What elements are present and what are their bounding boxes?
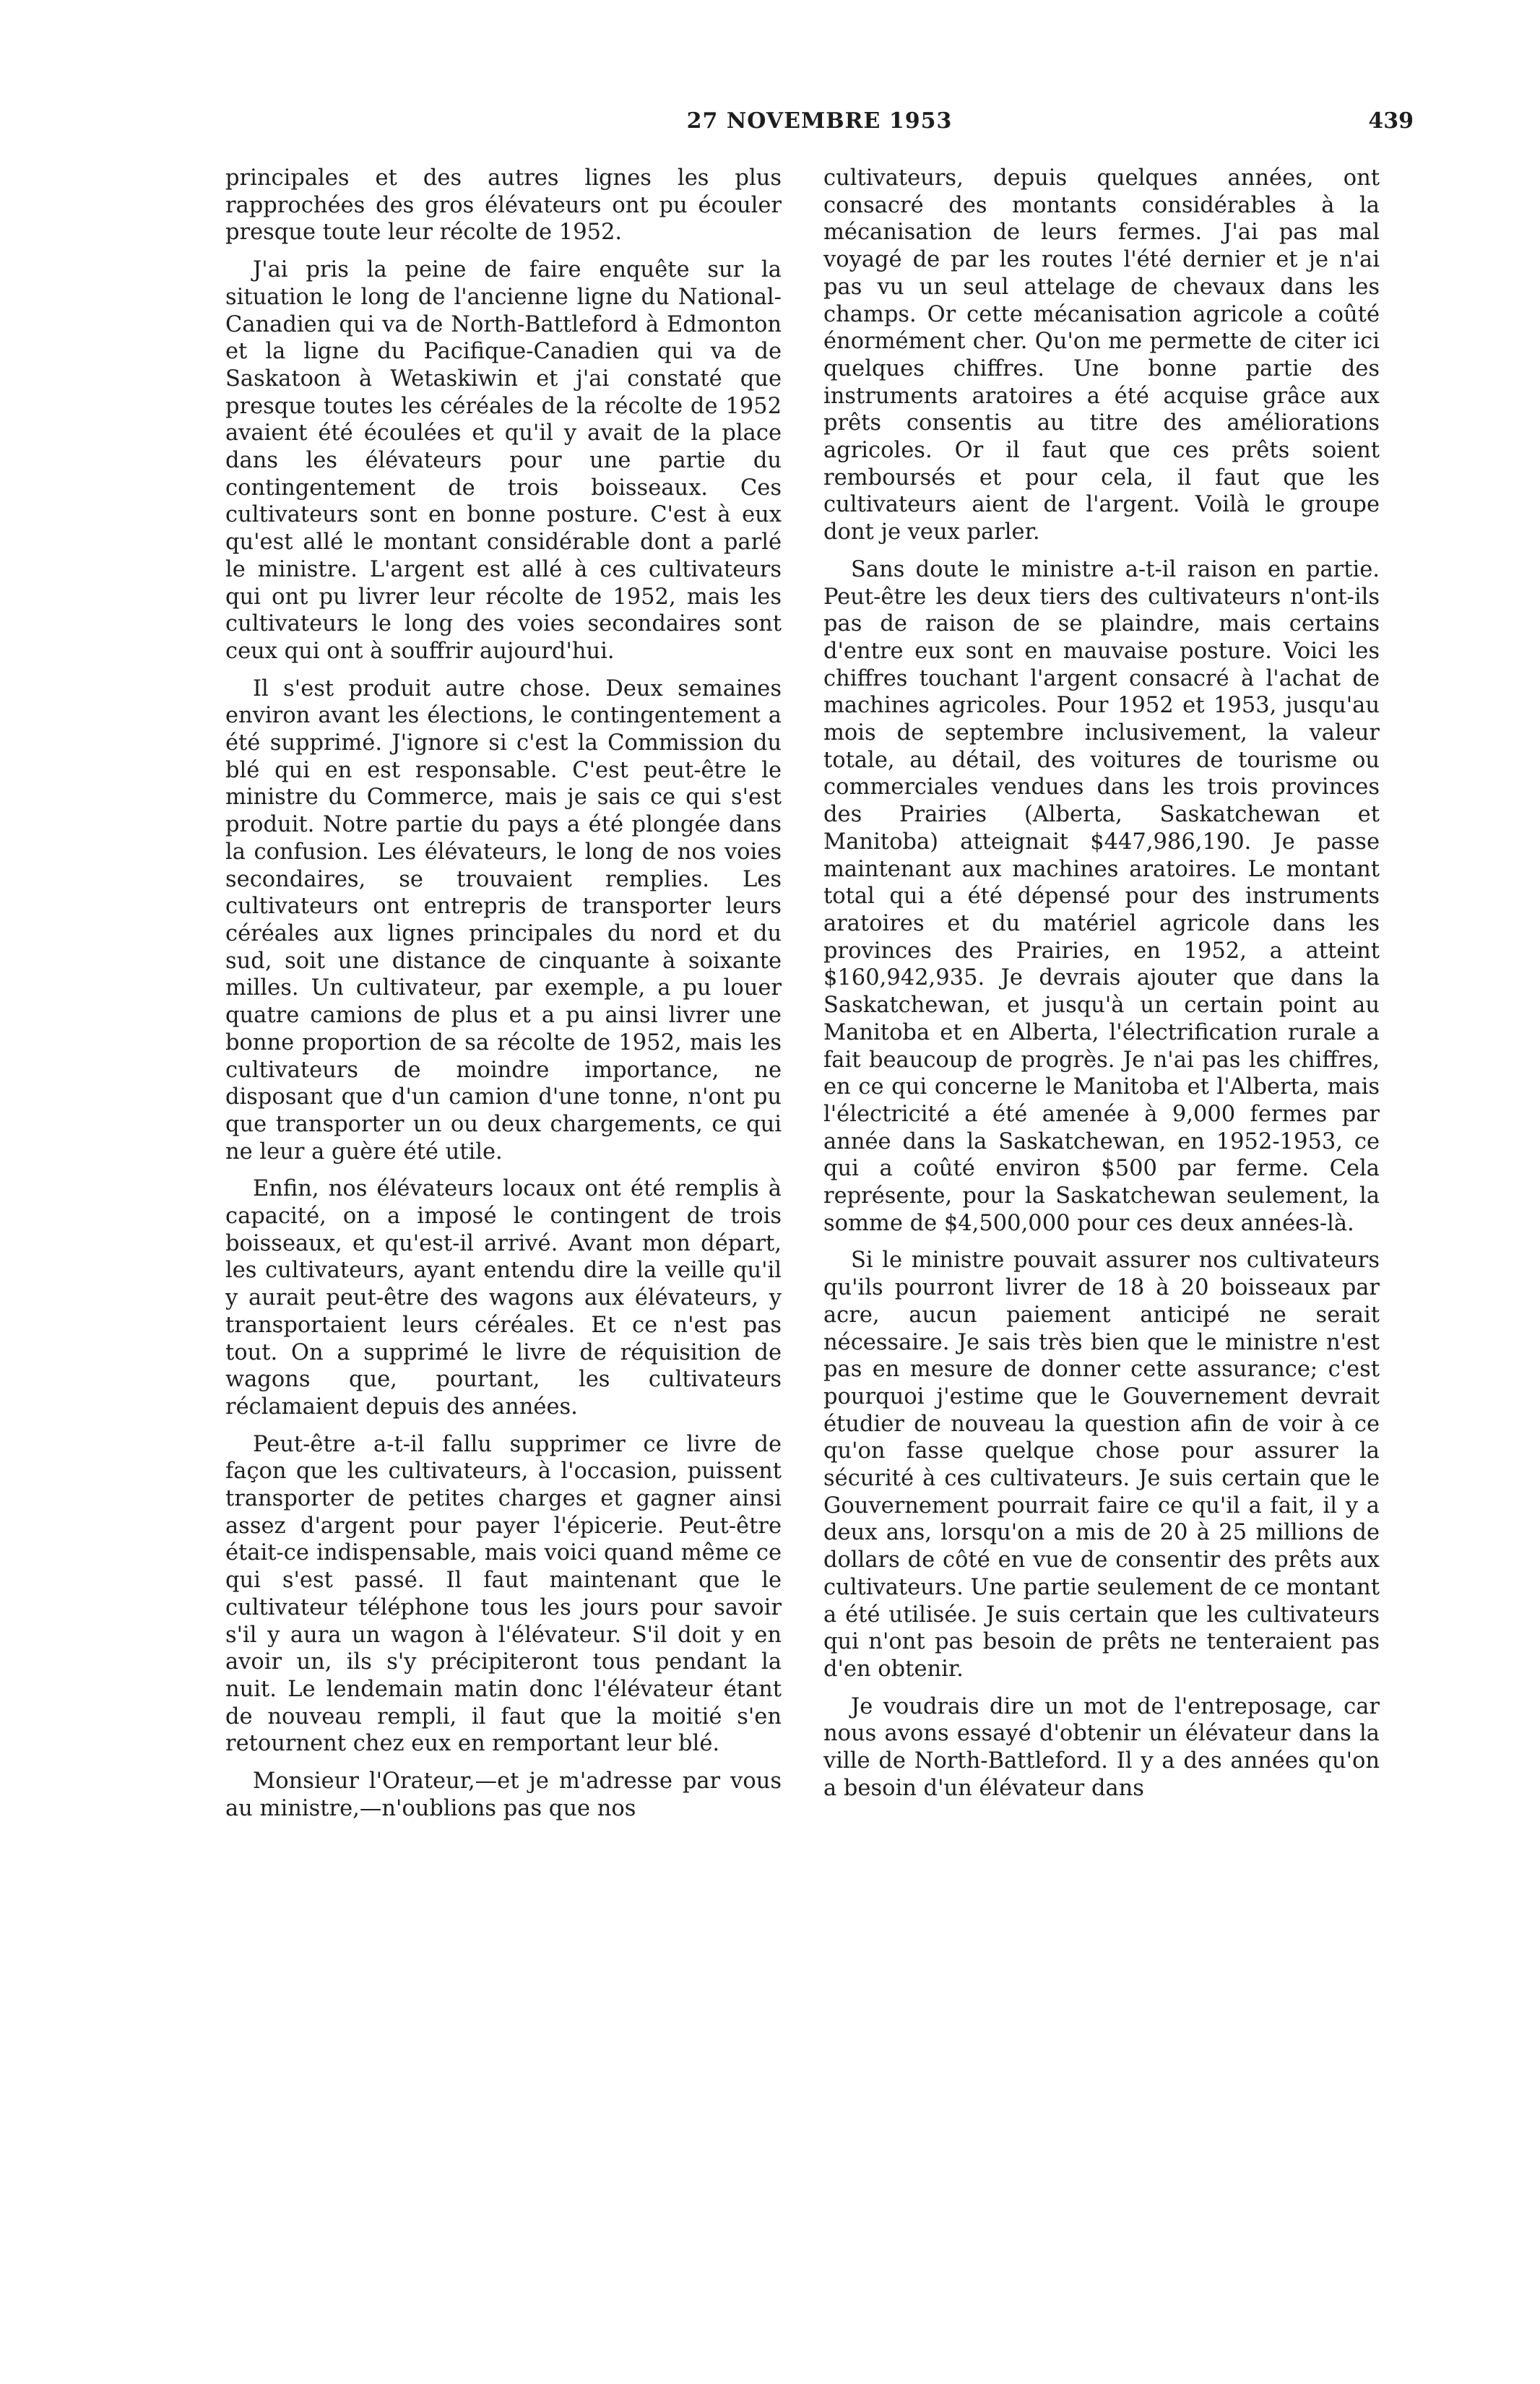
page-number: 439	[1368, 108, 1414, 134]
paragraph: Sans doute le ministre a-t-il raison en partie. Peut-être les deux tiers des cultivateurs n'ont-ils pas de raison de se plaindre, mais certains d'entre eux sont en mauvaise posture. Voici les chiffres touchant l'argent consacré à l'achat de machines agricoles. Pour 1952 et 1953, jusqu'au mois de septembre inclusivement, la valeur totale, au détail, des voitures de tourisme ou commerciales vendues dans les trois provinces des Prairies (Alberta, Saskatchewan et Manitoba) atteignait $447,986,190. Je passe maintenant aux machines aratoires. Le montant total qui a été dépensé pour des instruments aratoires et du matériel agricole dans les provinces des Prairies, en 1952, a atteint $160,942,935. Je devrais ajouter que dans la Saskatchewan, et jusqu'à un certain point au Manitoba et en Alberta, l'électrification rurale a fait beaucoup de progrès. Je n'ai pas les chiffres, en ce qui concerne le Manitoba et l'Alberta, mais l'électricité a été amenée à 9,000 fermes par année dans la Saskatchewan, en 1952-1953, ce qui a coûté environ $500 par ferme. Cela représente, pour la Saskatchewan seulement, la somme de $4,500,000 pour ces deux années-là.	[823, 556, 1380, 1236]
running-head	[225, 108, 1414, 144]
paragraph: Peut-être a-t-il fallu supprimer ce livre de façon que les cultivateurs, à l'occasion, puissent transporter de petites charges et gagner ainsi assez d'argent pour payer l'épicerie. Peut-être était-ce indispensable, mais voici quand même ce qui s'est passé. Il faut maintenant que le cultivateur téléphone tous les jours pour savoir s'il y aura un wagon à l'élévateur. S'il doit y en avoir un, ils s'y précipiteront tous pendant la nuit. Le lendemain matin donc l'élévateur étant de nouveau rempli, il faut que la moitié s'en retournent chez eux en remportant leur blé.	[225, 1431, 782, 1757]
paragraph: Je voudrais dire un mot de l'entreposage, car nous avons essayé d'obtenir un élévateur dans la ville de North-Battleford. Il y a des années qu'on a besoin d'un élévateur dans	[823, 1693, 1380, 1801]
paragraph: Monsieur l'Orateur,—et je m'adresse par vous au ministre,—n'oublions pas que nos	[225, 1768, 782, 1821]
paragraph: Il s'est produit autre chose. Deux semaines environ avant les élections, le contingentement a été supprimé. J'ignore si c'est la Commission du blé qui en est responsable. C'est peut-être le ministre du Commerce, mais je sais ce qui s'est produit. Notre partie du pays a été plongée dans la confusion. Les élévateurs, le long de nos voies secondaires, se trouvaient remplies. Les cultivateurs ont entrepris de transporter leurs céréales aux lignes principales du nord et du sud, soit une distance de cinquante à soixante milles. Un cultivateur, par exemple, a pu louer quatre camions de plus et a pu ainsi livrer une bonne proportion de sa récolte de 1952, mais les cultivateurs de moindre importance, ne disposant que d'un camion d'une tonne, n'ont pu que transporter un ou deux chargements, ce qui ne leur a guère été utile.	[225, 675, 782, 1165]
header-date: 27 NOVEMBRE 1953	[686, 108, 953, 134]
paragraph: principales et des autres lignes les plus rapprochées des gros élévateurs ont pu écouler presque toute leur récolte de 1952.	[225, 165, 782, 246]
paragraph: Si le ministre pouvait assurer nos cultivateurs qu'ils pourront livrer de 18 à 20 boisseaux par acre, aucun paiement anticipé ne serait nécessaire. Je sais très bien que le ministre n'est pas en mesure de donner cette assurance; c'est pourquoi j'estime que le Gouvernement devrait étudier de nouveau la question afin de voir à ce qu'on fasse quelque chose pour assurer la sécurité à ces cultivateurs. Je suis certain que le Gouvernement pourrait faire ce qu'il a fait, il y a deux ans, lorsqu'on a mis de 20 à 25 millions de dollars de côté en vue de consentir des prêts aux cultivateurs. Une partie seulement de ce montant a été utilisée. Je suis certain que les cultivateurs qui n'ont pas besoin de prêts ne tenteraient pas d'en obtenir.	[823, 1248, 1380, 1682]
left-column	[225, 165, 782, 1822]
right-column	[823, 165, 1380, 1802]
paragraph: J'ai pris la peine de faire enquête sur la situation le long de l'ancienne ligne du National-Canadien qui va de North-Battleford à Edmonton et la ligne du Pacifique-Canadien qui va de Saskatoon à Wetaskiwin et j'ai constaté que presque toutes les céréales de la récolte de 1952 avaient été écoulées et qu'il y avait de la place dans les élévateurs pour une partie du contingentement de trois boisseaux. Ces cultivateurs sont en bonne posture. C'est à eux qu'est allé le montant considérable dont a parlé le ministre. L'argent est allé à ces cultivateurs qui ont pu livrer leur récolte de 1952, mais les cultivateurs le long des voies secondaires sont ceux qui ont à souffrir aujourd'hui.	[225, 257, 782, 664]
paragraph: Enfin, nos élévateurs locaux ont été remplis à capacité, on a imposé le contingent de trois boisseaux, et qu'est-il arrivé. Avant mon départ, les cultivateurs, ayant entendu dire la veille qu'il y aurait peut-être des wagons aux élévateurs, y transportaient leurs céréales. Et ce n'est pas tout. On a supprimé le livre de réquisition de wagons que, pourtant, les cultivateurs réclamaient depuis des années.	[225, 1176, 782, 1420]
paragraph: cultivateurs, depuis quelques années, ont consacré des montants considérables à la mécanisation de leurs fermes. J'ai pas mal voyagé de par les routes l'été dernier et je n'ai pas vu un seul attelage de chevaux dans les champs. Or cette mécanisation agricole a coûté énormément cher. Qu'on me permette de citer ici quelques chiffres. Une bonne partie des instruments aratoires a été acquise grâce aux prêts consentis au titre des améliorations agricoles. Or il faut que ces prêts soient remboursés et pour cela, il faut que les cultivateurs aient de l'argent. Voilà le groupe dont je veux parler.	[823, 165, 1380, 545]
